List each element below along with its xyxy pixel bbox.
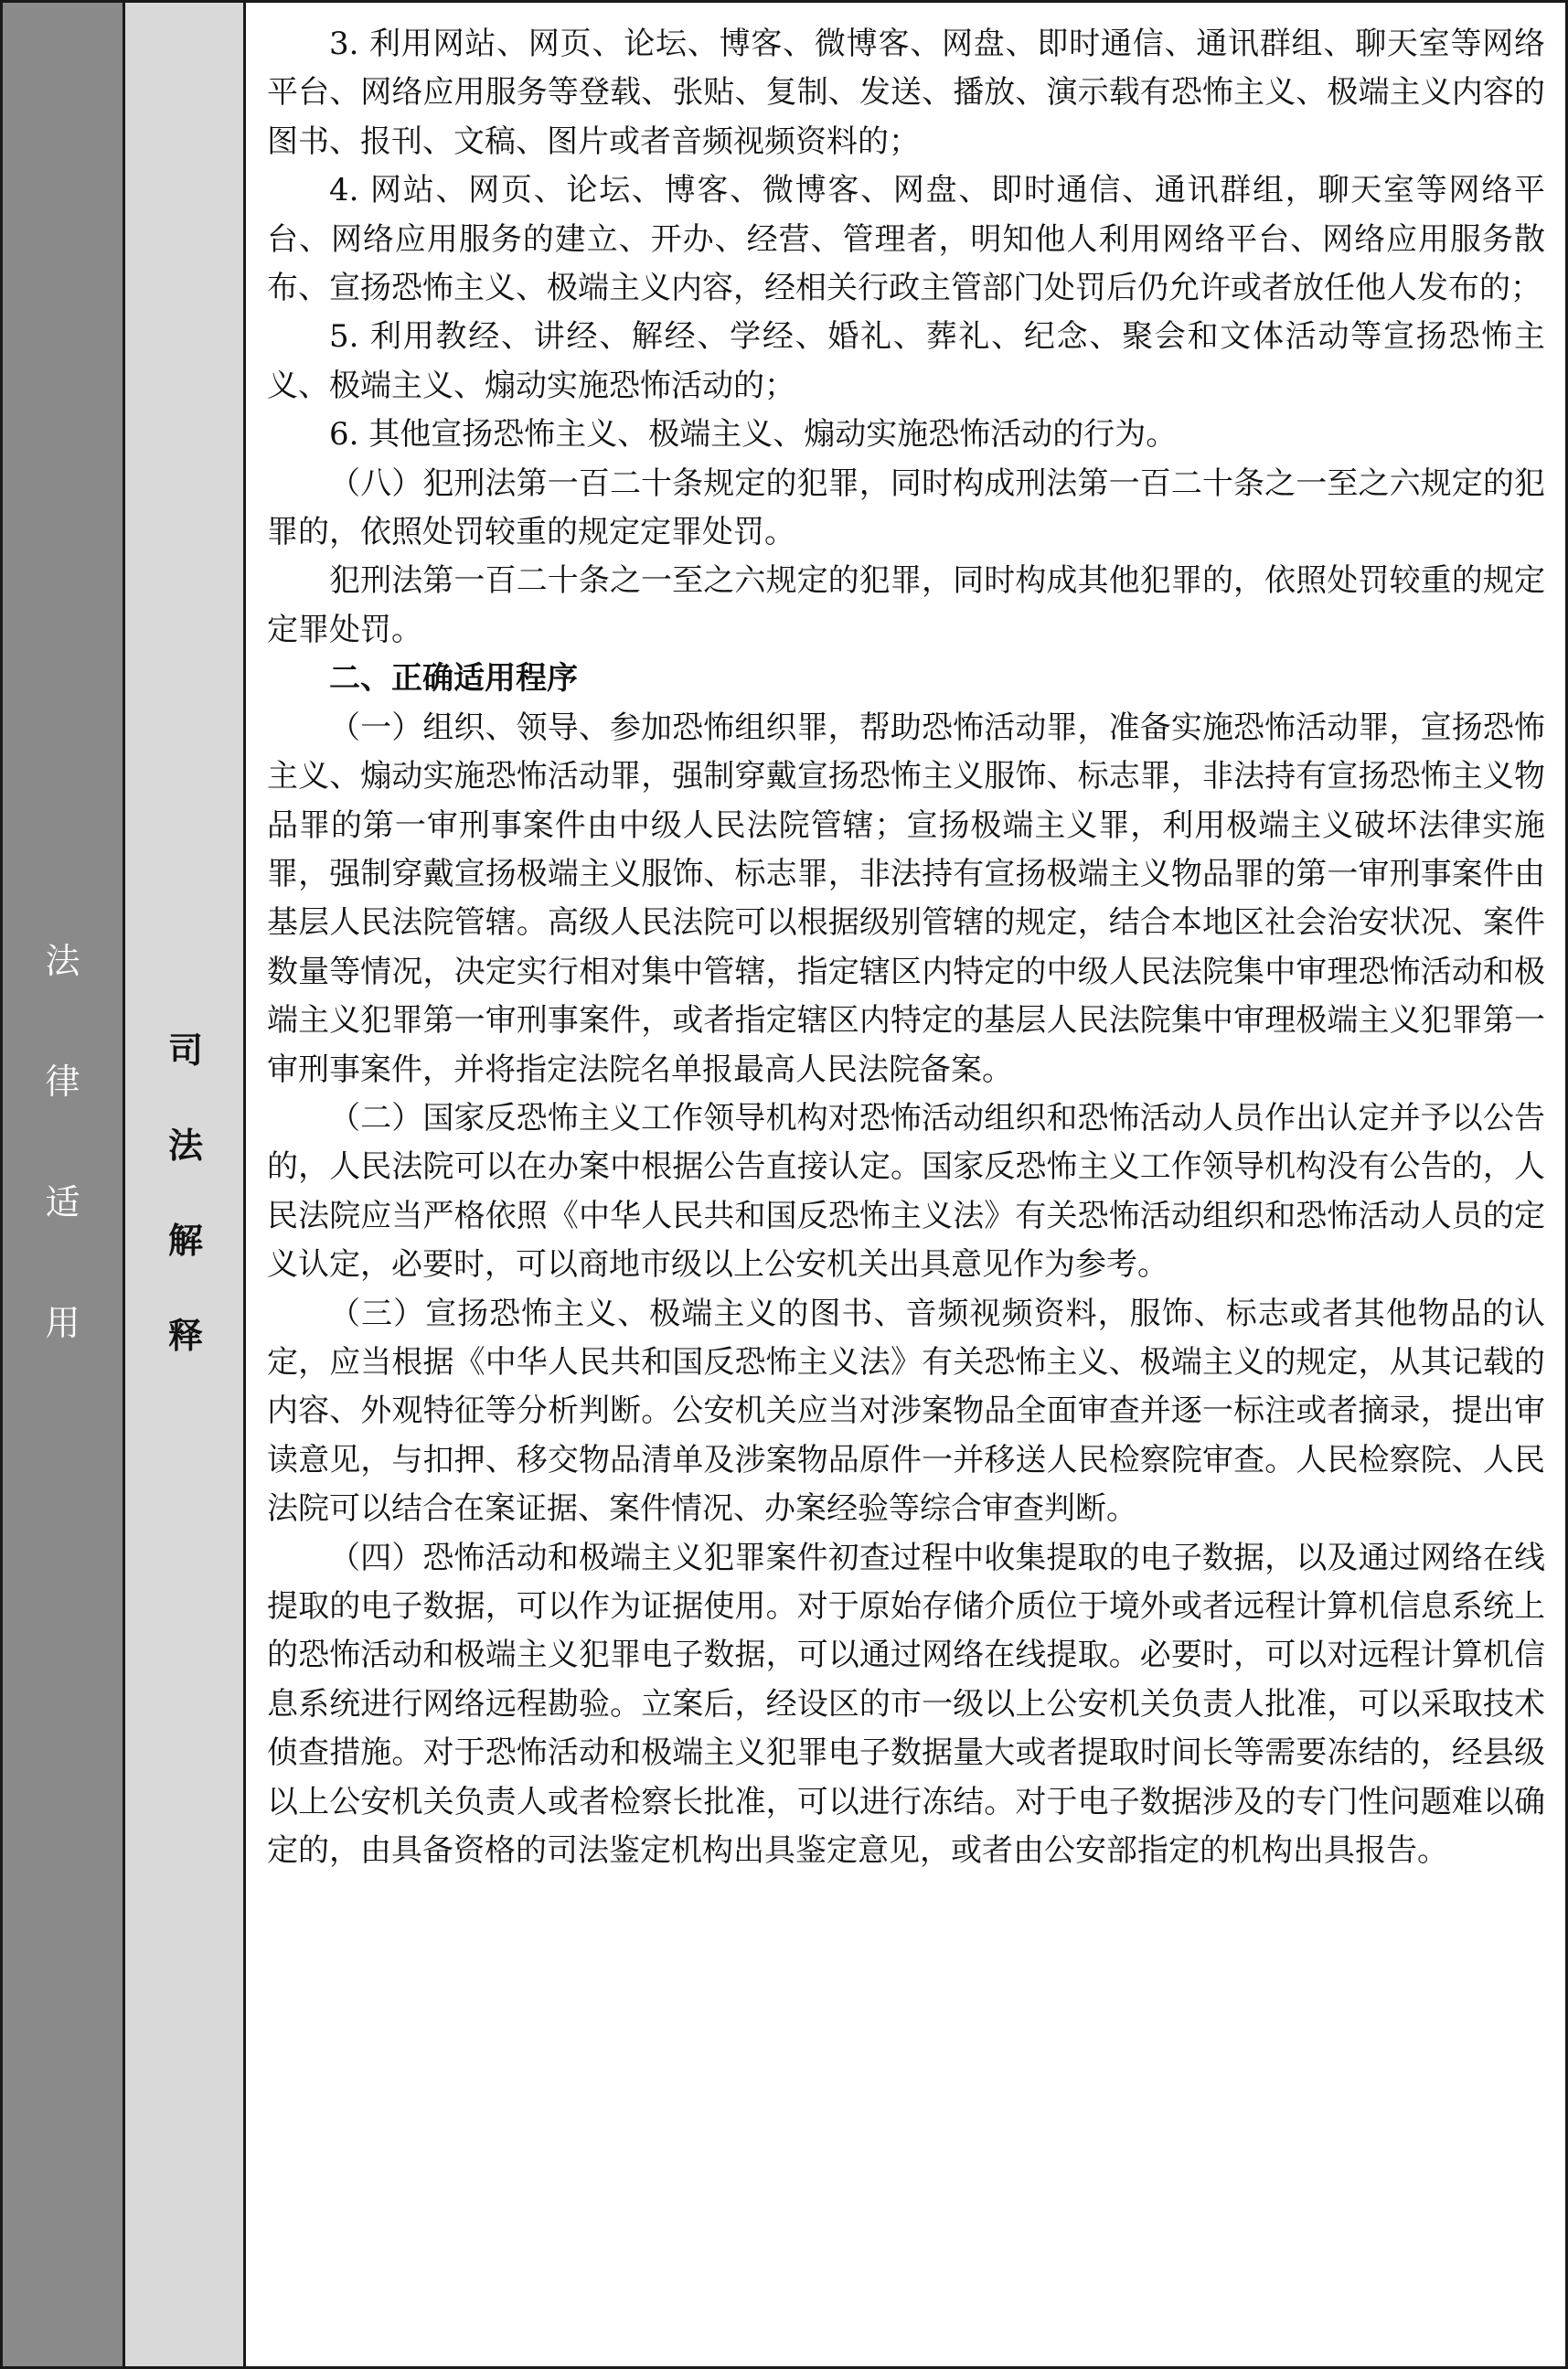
paragraph: 4. 网站、网页、论坛、博客、微博客、网盘、即时通信、通讯群组，聊天室等网络平台、网络应用服务的建立、开办、经营、管理者，明知他人利用网络平台、网络应用服务散布、宣扬恐怖主义、极端主义内容，经相关行政主管部门处罚后仍允许或者放任他人发布的； <box>267 172 1545 307</box>
category-char: 律 <box>45 1062 80 1102</box>
subcategory-char: 解 <box>167 1221 203 1261</box>
paragraph: （二）国家反恐怖主义工作领导机构对恐怖活动组织和恐怖活动人员作出认定并予以公告的，人民法院可以在办案中根据公告直接认定。国家反恐怖主义工作领导机构没有公告的，人民法院应当严格依照《中华人民共和国反恐怖主义法》有关恐怖活动组织和恐怖活动人员的定义认定，必要时，可以商地市级以上公安机关出具意见作为参考。 <box>267 1099 1545 1284</box>
paragraph: 犯刑法第一百二十条之一至之六规定的犯罪，同时构成其他犯罪的，依照处罚较重的规定定罪处罚。 <box>267 562 1545 648</box>
paragraph: （四）恐怖活动和极端主义犯罪案件初查过程中收集提取的电子数据，以及通过网络在线提取的电子数据，可以作为证据使用。对于原始存储介质位于境外或者远程计算机信息系统上的恐怖活动和极端主义犯罪电子数据，可以通过网络在线提取。必要时，可以对远程计算机信息系统进行网络远程勘验。立案后，经设区的市一级以上公安机关负责人批准，可以采取技术侦查措施。对于恐怖活动和极端主义犯罪电子数据量大或者提取时间长等需要冻结的，经县级以上公安机关负责人或者检察长批准，可以进行冻结。对于电子数据涉及的专门性问题难以确定的，由具备资格的司法鉴定机构出具鉴定意见，或者由公安部指定的机构出具报告。 <box>267 1539 1545 1870</box>
category-label <box>0 941 125 1426</box>
category-char: 法 <box>45 941 80 981</box>
category-char: 用 <box>45 1303 80 1343</box>
body-text <box>267 20 1545 1875</box>
section-heading: 二、正确适用程序 <box>329 660 578 698</box>
paragraph: 3. 利用网站、网页、论坛、博客、微博客、网盘、即时通信、通讯群组、聊天室等网络平台、网络应用服务等登载、张贴、复制、发送、播放、演示载有恐怖主义、极端主义内容的图书、报刊、文稿、图片或者音频视频资料的； <box>267 26 1545 160</box>
category-char: 适 <box>45 1182 80 1222</box>
paragraph: （三）宣扬恐怖主义、极端主义的图书、音频视频资料，服饰、标志或者其他物品的认定，应当根据《中华人民共和国反恐怖主义法》有关恐怖主义、极端主义的规定，从其记载的内容、外观特征等分析判断。公安机关应当对涉案物品全面审查并逐一标注或者摘录，提出审读意见，与扣押、移交物品清单及涉案物品原件一并移送人民检察院审查。人民检察院、人民法院可以结合在案证据、案件情况、办案经验等综合审查判断。 <box>267 1295 1545 1528</box>
paragraph: 5. 利用教经、讲经、解经、学经、婚礼、葬礼、纪念、聚会和文体活动等宣扬恐怖主义、极端主义、煽动实施恐怖活动的； <box>267 318 1545 404</box>
paragraph: 6. 其他宣扬恐怖主义、极端主义、煽动实施恐怖活动的行为。 <box>329 416 1178 454</box>
subcategory-char: 释 <box>167 1316 203 1356</box>
paragraph: （一）组织、领导、参加恐怖组织罪，帮助恐怖活动罪，准备实施恐怖活动罪，宣扬恐怖主义、煽动实施恐怖活动罪，强制穿戴宣扬恐怖主义服饰、标志罪，非法持有宣扬恐怖主义物品罪的第一审刑事案件由中级人民法院管辖；宣扬极端主义罪，利用极端主义破坏法律实施罪，强制穿戴宣扬极端主义服饰、标志罪，非法持有宣扬极端主义物品罪的第一审刑事案件由基层人民法院管辖。高级人民法院可以根据级别管辖的规定，结合本地区社会治安状况、案件数量等情况，决定实行相对集中管辖，指定辖区内特定的中级人民法院集中审理恐怖活动和极端主义犯罪第一审刑事案件，或者指定辖区内特定的基层人民法院集中审理极端主义犯罪第一审刑事案件，并将指定法院名单报最高人民法院备案。 <box>267 709 1545 1088</box>
paragraph: （八）犯刑法第一百二十条规定的犯罪，同时构成刑法第一百二十条之一至之六规定的犯罪的，依照处罚较重的规定定罪处罚。 <box>267 464 1545 551</box>
subcategory-char: 法 <box>167 1126 203 1166</box>
subcategory-char: 司 <box>167 1030 203 1071</box>
subcategory-label <box>125 1030 246 1414</box>
